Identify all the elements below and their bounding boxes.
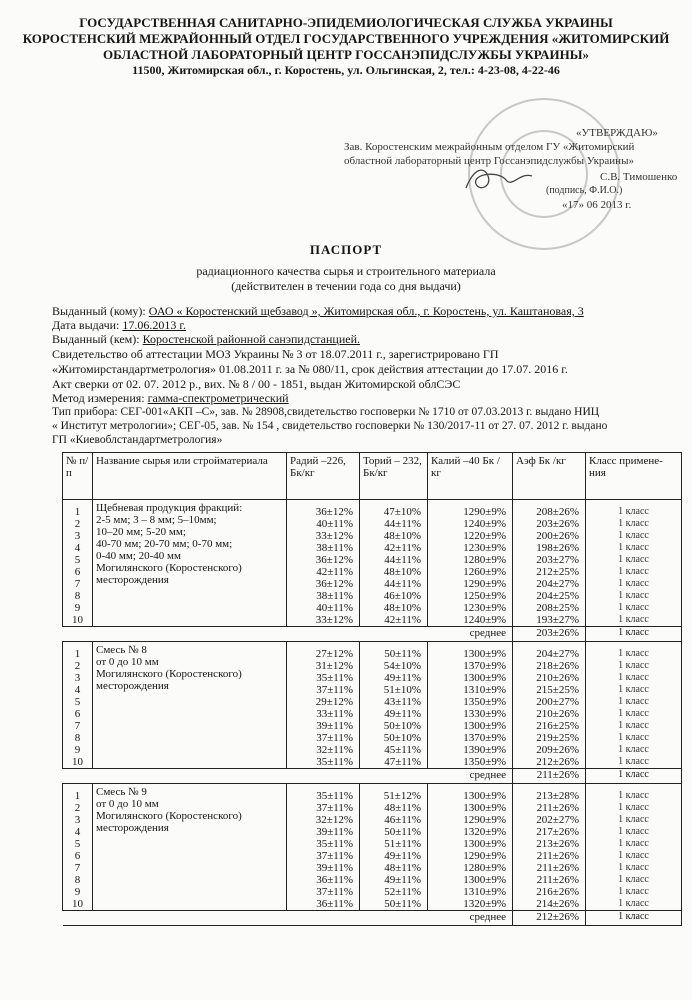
aef-value: 200±27% bbox=[536, 696, 579, 708]
class-value: 1 класс bbox=[618, 720, 649, 731]
header-line-4: 11500, Житомирская обл., г. Коростень, ул. Ольгинская, 2, тел.: 4-23-08, 4-22-46 bbox=[132, 63, 560, 77]
thorium-value: 52±11% bbox=[384, 886, 421, 898]
aef-value: 211±26% bbox=[536, 802, 579, 814]
thorium-value: 42±11% bbox=[384, 542, 421, 554]
table-average-row bbox=[63, 911, 682, 926]
average-class: 1 класс bbox=[586, 911, 682, 926]
thorium-value: 46±10% bbox=[383, 590, 421, 602]
header-potassium: Калий –40 Бк /кг bbox=[428, 453, 513, 500]
device-line-1: Тип прибора: СЕГ-001«АКП –С», зав. № 28908,свидетельство госповерки № 1710 от 07.03.2013 г. выдано НИЦ bbox=[52, 406, 600, 418]
aef-value: 203±26% bbox=[536, 518, 579, 530]
class-value: 1 класс bbox=[618, 684, 649, 695]
approval-date: «17» 06 2013 г. bbox=[562, 199, 632, 211]
header-name: Название сырья или стройматериала bbox=[93, 453, 287, 500]
cell-cls bbox=[586, 500, 682, 627]
radium-value: 37±11% bbox=[316, 802, 353, 814]
material-name-line: Смесь № 9 bbox=[96, 786, 147, 798]
table-group-row bbox=[63, 784, 682, 911]
header-aef: Аэф Бк /кг bbox=[513, 453, 586, 500]
potassium-value: 1300±9% bbox=[463, 648, 506, 660]
radium-value: 40±11% bbox=[316, 602, 353, 614]
cell-numbers bbox=[63, 642, 93, 769]
row-number: 2 bbox=[74, 660, 81, 672]
thorium-value: 44±11% bbox=[384, 554, 421, 566]
class-value: 1 класс bbox=[618, 590, 649, 601]
aef-value: 212±25% bbox=[536, 566, 579, 578]
potassium-value: 1220±9% bbox=[463, 530, 506, 542]
material-name-line: 10–20 мм; 5-20 мм; bbox=[96, 526, 186, 538]
material-name-line: месторождения bbox=[96, 574, 169, 586]
radium-value: 36±12% bbox=[315, 554, 353, 566]
row-number: 1 bbox=[74, 790, 81, 802]
certificate-line-2: «Житомирстандартметрология» 01.08.2011 г. за № 080/11, срок действия аттестации до 17.07. 2016 г. bbox=[52, 362, 568, 376]
row-number: 3 bbox=[74, 672, 81, 684]
thorium-value: 49±11% bbox=[384, 708, 421, 720]
row-number: 1 bbox=[74, 506, 81, 518]
potassium-value: 1320±9% bbox=[463, 826, 506, 838]
cell-ra bbox=[287, 500, 360, 627]
issue-date bbox=[52, 318, 186, 333]
potassium-value: 1370±9% bbox=[463, 660, 506, 672]
signature bbox=[462, 162, 542, 196]
potassium-value: 1300±9% bbox=[463, 720, 506, 732]
thorium-value: 45±11% bbox=[384, 744, 421, 756]
radium-value: 37±11% bbox=[316, 886, 353, 898]
approval-sign-caption: (подпись, Ф.И.О.) bbox=[546, 185, 623, 196]
radium-value: 42±11% bbox=[316, 566, 353, 578]
device-line-3: ГП «Киевоблстандартметрология» bbox=[52, 434, 223, 446]
row-number: 6 bbox=[74, 566, 81, 578]
cell-cls bbox=[586, 642, 682, 769]
potassium-value: 1250±9% bbox=[463, 590, 506, 602]
radium-value: 37±11% bbox=[316, 850, 353, 862]
radium-value: 33±12% bbox=[315, 614, 353, 626]
row-number: 6 bbox=[74, 708, 81, 720]
average-label: среднее bbox=[63, 769, 513, 784]
thorium-value: 51±12% bbox=[383, 790, 421, 802]
aef-value: 219±25% bbox=[536, 732, 579, 744]
aef-value: 208±26% bbox=[536, 506, 579, 518]
measurement-method bbox=[52, 391, 289, 406]
cell-th bbox=[360, 642, 428, 769]
thorium-value: 43±11% bbox=[384, 696, 421, 708]
radium-value: 32±11% bbox=[316, 744, 353, 756]
cell-name bbox=[93, 500, 287, 627]
class-value: 1 класс bbox=[618, 790, 649, 801]
aef-value: 210±26% bbox=[536, 708, 579, 720]
material-name-line: от 0 до 10 мм bbox=[96, 656, 159, 668]
thorium-value: 50±10% bbox=[383, 732, 421, 744]
potassium-value: 1300±9% bbox=[463, 802, 506, 814]
thorium-value: 47±11% bbox=[384, 756, 421, 768]
potassium-value: 1280±9% bbox=[463, 862, 506, 874]
potassium-value: 1300±9% bbox=[463, 874, 506, 886]
material-name-line: месторождения bbox=[96, 822, 169, 834]
row-number: 4 bbox=[74, 826, 81, 838]
material-name-line: 0-40 мм; 20-40 мм bbox=[96, 550, 181, 562]
radium-value: 35±11% bbox=[316, 838, 353, 850]
aef-value: 193±27% bbox=[536, 614, 579, 626]
cell-ra bbox=[287, 784, 360, 911]
issued-by bbox=[52, 332, 360, 347]
potassium-value: 1370±9% bbox=[463, 732, 506, 744]
average-label: среднее bbox=[63, 911, 513, 926]
class-value: 1 класс bbox=[618, 530, 649, 541]
aef-value: 214±26% bbox=[536, 898, 579, 910]
radium-value: 38±11% bbox=[316, 542, 353, 554]
row-number: 3 bbox=[74, 530, 81, 542]
material-name-line: Щебневая продукция фракций: bbox=[96, 502, 243, 514]
row-number: 5 bbox=[74, 838, 81, 850]
approval-label: «УТВЕРЖДАЮ» bbox=[576, 127, 658, 139]
row-number: 5 bbox=[74, 696, 81, 708]
row-number: 6 bbox=[74, 850, 81, 862]
average-class: 1 класс bbox=[586, 769, 682, 784]
aef-value: 204±27% bbox=[536, 578, 579, 590]
aef-value: 204±27% bbox=[536, 648, 579, 660]
material-name-line: Смесь № 8 bbox=[96, 644, 147, 656]
class-value: 1 класс bbox=[618, 874, 649, 885]
thorium-value: 50±10% bbox=[383, 720, 421, 732]
potassium-value: 1350±9% bbox=[463, 756, 506, 768]
device-line-2: « Институт метрологии»; СЕГ-05, зав. № 154 , свидетельство госповерки № 130/2017-11 от 27. 07. 2012 г. выдано bbox=[52, 420, 608, 432]
row-number: 9 bbox=[74, 744, 81, 756]
row-number: 2 bbox=[74, 518, 81, 530]
cell-aef bbox=[513, 784, 586, 911]
aef-value: 218±26% bbox=[536, 660, 579, 672]
aef-value: 209±26% bbox=[536, 744, 579, 756]
class-value: 1 класс bbox=[618, 886, 649, 897]
class-value: 1 класс bbox=[618, 838, 649, 849]
radium-value: 37±11% bbox=[316, 684, 353, 696]
aef-value: 210±26% bbox=[536, 672, 579, 684]
class-value: 1 класс bbox=[618, 744, 649, 755]
potassium-value: 1390±9% bbox=[463, 744, 506, 756]
radium-value: 31±12% bbox=[315, 660, 353, 672]
radium-value: 40±11% bbox=[316, 518, 353, 530]
row-number: 5 bbox=[74, 554, 81, 566]
class-value: 1 класс bbox=[618, 542, 649, 553]
potassium-value: 1300±9% bbox=[463, 790, 506, 802]
material-name-line: Могилянского (Коростенского) bbox=[96, 668, 242, 680]
radium-value: 35±11% bbox=[316, 756, 353, 768]
cell-aef bbox=[513, 500, 586, 627]
aef-value: 211±26% bbox=[536, 862, 579, 874]
potassium-value: 1290±9% bbox=[463, 578, 506, 590]
radium-value: 27±12% bbox=[315, 648, 353, 660]
header-line-3: ОБЛАСТНОЙ ЛАБОРАТОРНЫЙ ЦЕНТР ГОССАНЭПИДСЛУЖБЫ УКРАИНЫ» bbox=[103, 47, 589, 62]
row-number: 8 bbox=[74, 874, 81, 886]
thorium-value: 49±11% bbox=[384, 672, 421, 684]
aef-value: 213±28% bbox=[536, 790, 579, 802]
thorium-value: 48±10% bbox=[383, 602, 421, 614]
table-average-row bbox=[63, 769, 682, 784]
material-name-line: 2-5 мм; 3 – 8 мм; 5–10мм; bbox=[96, 514, 217, 526]
aef-value: 202±27% bbox=[536, 814, 579, 826]
average-aef: 211±26% bbox=[513, 769, 586, 784]
cell-k bbox=[428, 500, 513, 627]
radium-value: 35±11% bbox=[316, 672, 353, 684]
row-number: 10 bbox=[72, 756, 83, 768]
aef-value: 211±26% bbox=[536, 850, 579, 862]
class-value: 1 класс bbox=[618, 802, 649, 813]
radium-value: 35±11% bbox=[316, 790, 353, 802]
radium-value: 36±11% bbox=[316, 898, 353, 910]
material-name-line: месторождения bbox=[96, 680, 169, 692]
approval-line-1: Зав. Коростенским межрайонным отделом ГУ «Житомирский bbox=[344, 141, 635, 153]
potassium-value: 1290±9% bbox=[463, 850, 506, 862]
aef-value: 215±25% bbox=[536, 684, 579, 696]
material-name-line: Могилянского (Коростенского) bbox=[96, 562, 242, 574]
aef-value: 217±26% bbox=[536, 826, 579, 838]
radium-value: 36±11% bbox=[316, 874, 353, 886]
certificate-line-1: Свидетельство об аттестации МОЗ Украины № 3 от 18.07.2011 г., зарегистрировано ГП bbox=[52, 347, 499, 361]
cell-k bbox=[428, 642, 513, 769]
header-line-1: ГОСУДАРСТВЕННАЯ САНИТАРНО-ЭПИДЕМИОЛОГИЧЕСКАЯ СЛУЖБА УКРАИНЫ bbox=[79, 15, 613, 30]
cell-numbers bbox=[63, 784, 93, 911]
thorium-value: 42±11% bbox=[384, 614, 421, 626]
radium-value: 39±11% bbox=[316, 720, 353, 732]
issue-date-value: 17.06.2013 г. bbox=[122, 318, 186, 332]
radium-value: 36±12% bbox=[315, 506, 353, 518]
radium-value: 39±11% bbox=[316, 862, 353, 874]
row-number: 4 bbox=[74, 542, 81, 554]
material-name-line: 40-70 мм; 20-70 мм; 0-70 мм; bbox=[96, 538, 233, 550]
thorium-value: 44±11% bbox=[384, 578, 421, 590]
class-value: 1 класс bbox=[618, 696, 649, 707]
thorium-value: 50±11% bbox=[384, 826, 421, 838]
class-value: 1 класс bbox=[618, 826, 649, 837]
aef-value: 213±26% bbox=[536, 838, 579, 850]
cell-numbers bbox=[63, 500, 93, 627]
thorium-value: 50±11% bbox=[384, 898, 421, 910]
class-value: 1 класс bbox=[618, 672, 649, 683]
thorium-value: 48±11% bbox=[384, 862, 421, 874]
issued-to-label: Выданный (кому): bbox=[52, 304, 146, 318]
thorium-value: 48±10% bbox=[383, 530, 421, 542]
row-number: 1 bbox=[74, 648, 81, 660]
method-label: Метод измерения: bbox=[52, 391, 145, 405]
measurement-table bbox=[62, 452, 682, 926]
radium-value: 33±12% bbox=[315, 530, 353, 542]
aef-value: 212±26% bbox=[536, 756, 579, 768]
radium-value: 37±11% bbox=[316, 732, 353, 744]
thorium-value: 54±10% bbox=[383, 660, 421, 672]
approval-name: С.В. Тимошенко bbox=[600, 171, 678, 183]
row-number: 9 bbox=[74, 886, 81, 898]
radium-value: 36±12% bbox=[315, 578, 353, 590]
thorium-value: 48±11% bbox=[384, 802, 421, 814]
cell-cls bbox=[586, 784, 682, 911]
potassium-value: 1310±9% bbox=[463, 886, 506, 898]
table-group-row bbox=[63, 500, 682, 627]
table-group-row bbox=[63, 642, 682, 769]
average-class: 1 класс bbox=[586, 627, 682, 642]
aef-value: 211±26% bbox=[536, 874, 579, 886]
potassium-value: 1300±9% bbox=[463, 672, 506, 684]
method-value: гамма-спектрометрический bbox=[147, 391, 289, 405]
issued-to bbox=[52, 304, 584, 319]
cell-aef bbox=[513, 642, 586, 769]
potassium-value: 1240±9% bbox=[463, 614, 506, 626]
potassium-value: 1300±9% bbox=[463, 838, 506, 850]
row-number: 4 bbox=[74, 684, 81, 696]
row-number: 7 bbox=[74, 578, 81, 590]
material-name-line: Могилянского (Коростенского) bbox=[96, 810, 242, 822]
potassium-value: 1280±9% bbox=[463, 554, 506, 566]
row-number: 2 bbox=[74, 802, 81, 814]
class-value: 1 класс bbox=[618, 756, 649, 767]
row-number: 7 bbox=[74, 862, 81, 874]
average-aef: 212±26% bbox=[513, 911, 586, 926]
thorium-value: 51±10% bbox=[383, 684, 421, 696]
radium-value: 38±11% bbox=[316, 590, 353, 602]
potassium-value: 1320±9% bbox=[463, 898, 506, 910]
thorium-value: 48±10% bbox=[383, 566, 421, 578]
aef-value: 200±26% bbox=[536, 530, 579, 542]
radium-value: 39±11% bbox=[316, 826, 353, 838]
potassium-value: 1230±9% bbox=[463, 542, 506, 554]
row-number: 9 bbox=[74, 602, 81, 614]
class-value: 1 класс bbox=[618, 602, 649, 613]
aef-value: 198±26% bbox=[536, 542, 579, 554]
cell-ra bbox=[287, 642, 360, 769]
row-number: 8 bbox=[74, 732, 81, 744]
aef-value: 208±25% bbox=[536, 602, 579, 614]
aef-value: 203±27% bbox=[536, 554, 579, 566]
document-title: ПАСПОРТ bbox=[309, 242, 383, 257]
cell-name bbox=[93, 642, 287, 769]
class-value: 1 класс bbox=[618, 732, 649, 743]
row-number: 3 bbox=[74, 814, 81, 826]
class-value: 1 класс bbox=[618, 518, 649, 529]
average-label: среднее bbox=[63, 627, 513, 642]
potassium-value: 1330±9% bbox=[463, 708, 506, 720]
issued-by-value: Коростенской районной санэпидстанцией. bbox=[142, 332, 360, 346]
issue-date-label: Дата выдачи: bbox=[52, 318, 120, 332]
cell-k bbox=[428, 784, 513, 911]
radium-value: 33±11% bbox=[316, 708, 353, 720]
potassium-value: 1310±9% bbox=[463, 684, 506, 696]
row-number: 10 bbox=[72, 614, 83, 626]
header-number: № п/п bbox=[63, 453, 93, 500]
thorium-value: 50±11% bbox=[384, 648, 421, 660]
average-aef: 203±26% bbox=[513, 627, 586, 642]
class-value: 1 класс bbox=[618, 660, 649, 671]
header-radium: Радий –226, Бк/кг bbox=[287, 453, 360, 500]
potassium-value: 1260±9% bbox=[463, 566, 506, 578]
potassium-value: 1350±9% bbox=[463, 696, 506, 708]
class-value: 1 класс bbox=[618, 708, 649, 719]
potassium-value: 1290±9% bbox=[463, 814, 506, 826]
class-value: 1 класс bbox=[618, 898, 649, 909]
row-number: 10 bbox=[72, 898, 83, 910]
class-value: 1 класс bbox=[618, 578, 649, 589]
class-value: 1 класс bbox=[618, 850, 649, 861]
table-header-row bbox=[63, 453, 682, 500]
thorium-value: 46±11% bbox=[384, 814, 421, 826]
class-value: 1 класс bbox=[618, 554, 649, 565]
radium-value: 29±12% bbox=[315, 696, 353, 708]
cell-th bbox=[360, 500, 428, 627]
issued-to-value: ОАО « Коростенский щебзавод », Житомирская обл., г. Коростень, ул. Каштановая, 3 bbox=[148, 304, 584, 318]
row-number: 8 bbox=[74, 590, 81, 602]
header-line-2: КОРОСТЕНСКИЙ МЕЖРАЙОННЫЙ ОТДЕЛ ГОСУДАРСТВЕННОГО УЧРЕЖДЕНИЯ «ЖИТОМИРСКИЙ bbox=[22, 31, 670, 46]
class-value: 1 класс bbox=[618, 648, 649, 659]
header-thorium: Торий – 232, Бк/кг bbox=[360, 453, 428, 500]
class-value: 1 класс bbox=[618, 814, 649, 825]
potassium-value: 1240±9% bbox=[463, 518, 506, 530]
thorium-value: 51±11% bbox=[384, 838, 421, 850]
aef-value: 216±26% bbox=[536, 886, 579, 898]
aef-value: 216±25% bbox=[536, 720, 579, 732]
header-class: Класс примене-ния bbox=[586, 453, 682, 500]
table-average-row bbox=[63, 627, 682, 642]
thorium-value: 44±11% bbox=[384, 518, 421, 530]
cell-th bbox=[360, 784, 428, 911]
thorium-value: 47±10% bbox=[383, 506, 421, 518]
approval-line-2: областной лабораторный центр Госсанэпидслужбы Украины» bbox=[344, 155, 634, 167]
document-subtitle-2: (действителен в течении года со дня выдачи) bbox=[231, 279, 461, 293]
class-value: 1 класс bbox=[618, 614, 649, 625]
row-number: 7 bbox=[74, 720, 81, 732]
potassium-value: 1230±9% bbox=[463, 602, 506, 614]
thorium-value: 49±11% bbox=[384, 850, 421, 862]
class-value: 1 класс bbox=[618, 506, 649, 517]
document-subtitle-1: радиационного качества сырья и строительного материала bbox=[196, 264, 496, 278]
potassium-value: 1290±9% bbox=[463, 506, 506, 518]
aef-value: 204±25% bbox=[536, 590, 579, 602]
material-name-line: от 0 до 10 мм bbox=[96, 798, 159, 810]
cell-name bbox=[93, 784, 287, 911]
radium-value: 32±12% bbox=[315, 814, 353, 826]
reconciliation-act: Акт сверки от 02. 07. 2012 р., вих. № 8 / 00 - 1851, выдан Житомирской облСЭС bbox=[52, 377, 461, 391]
class-value: 1 класс bbox=[618, 862, 649, 873]
class-value: 1 класс bbox=[618, 566, 649, 577]
thorium-value: 49±11% bbox=[384, 874, 421, 886]
issued-by-label: Выданный (кем): bbox=[52, 332, 140, 346]
